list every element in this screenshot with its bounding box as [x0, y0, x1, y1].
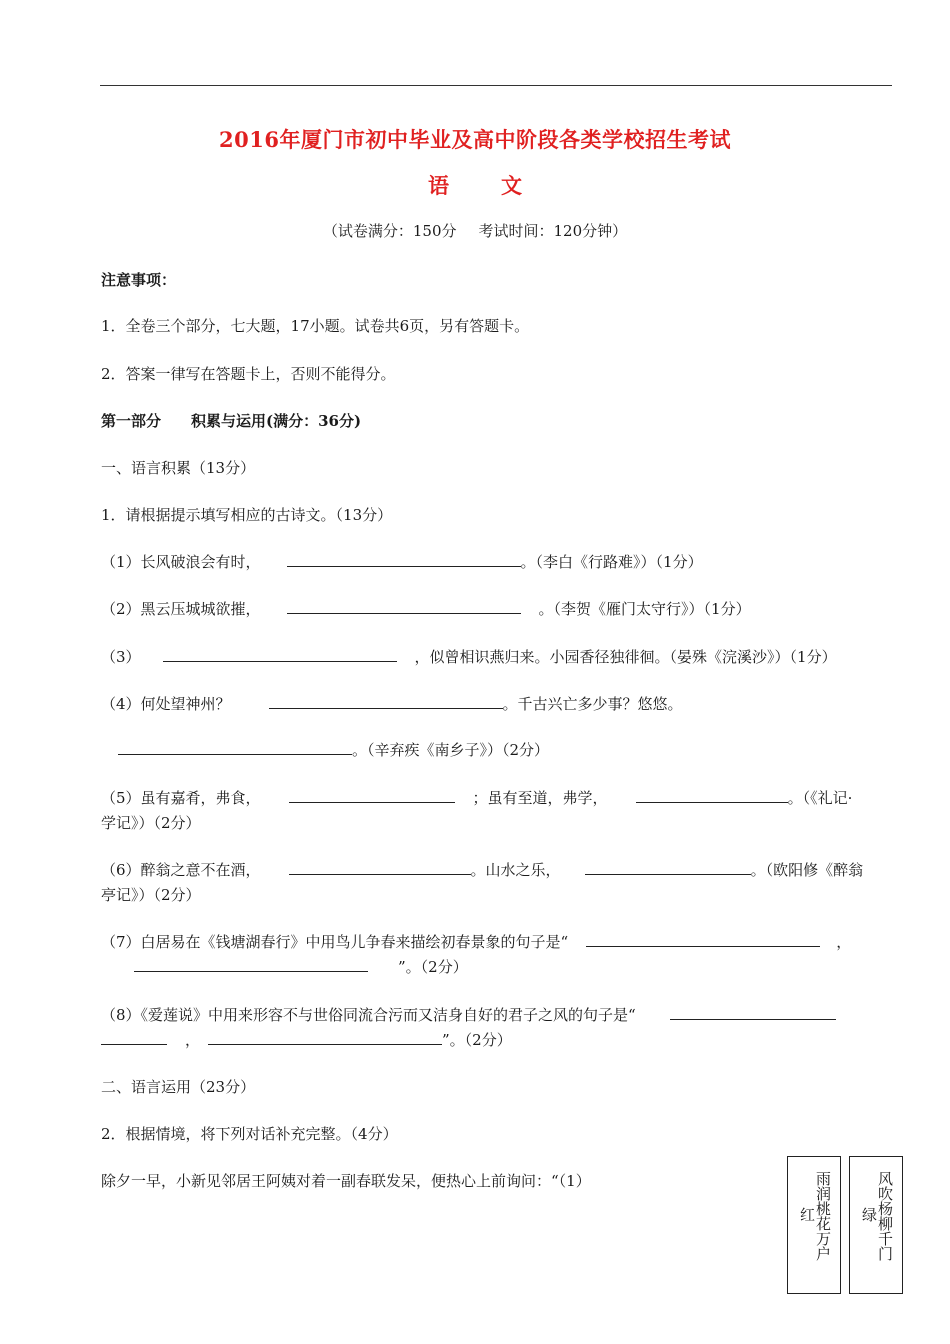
answer-blank[interactable] — [289, 858, 471, 875]
exam-title: 2016年厦门市初中毕业及高中阶段各类学校招生考试 — [219, 127, 731, 152]
q1-item-4: （4）何处望神州？ 。千古兴亡多少事？悠悠。 — [101, 692, 683, 716]
q1-item-6-cont: 亭记》）（2分） — [101, 886, 201, 904]
note-item-1: 1．全卷三个部分，七大题，17小题。试卷共6页，另有答题卡。 — [101, 317, 530, 335]
section2-heading: 二、语言运用（23分） — [101, 1078, 256, 1096]
answer-blank[interactable] — [134, 955, 368, 972]
couplet-left-main: 雨润桃花万户 — [814, 1171, 832, 1261]
subject-title — [0, 170, 950, 200]
answer-blank[interactable] — [269, 692, 503, 709]
answer-blank[interactable] — [585, 858, 751, 875]
subject-char-1: 语 — [428, 173, 449, 198]
couplet-right-box — [849, 1156, 903, 1294]
q1-item-2: （2）黑云压城城欲摧， 。（李贺《雁门太守行》）（1分） — [101, 597, 751, 621]
q1-item-3: （3） ，似曾相识燕归来。小园香径独徘徊。（晏殊《浣溪沙》）（1分） — [101, 645, 837, 669]
note-item-2: 2．答案一律写在答题卡上，否则不能得分。 — [101, 365, 396, 383]
notes-heading: 注意事项： — [101, 271, 177, 289]
answer-blank[interactable] — [670, 1003, 836, 1020]
answer-blank[interactable] — [101, 1028, 167, 1045]
full-score: （试卷满分：150分 — [322, 222, 457, 240]
q1-item-7-cont: ”。（2分） — [134, 955, 468, 979]
answer-blank[interactable] — [289, 786, 455, 803]
q1-item-7: （7）白居易在《钱塘湖春行》中用鸟儿争春来描绘初春景象的句子是“ ， — [101, 930, 851, 954]
exam-time: 考试时间：120分钟） — [478, 222, 628, 240]
q1-item-8-cont: ， ”。（2分） — [101, 1028, 512, 1052]
exam-meta — [0, 220, 950, 241]
q1-item-5-cont: 学记》）（2分） — [101, 814, 201, 832]
part1-heading: 第一部分 积累与运用(满分：36分) — [101, 412, 362, 430]
question-2: 2．根据情境，将下列对话补充完整。（4分） — [101, 1125, 398, 1143]
question-1: 1．请根据提示填写相应的古诗文。（13分） — [101, 506, 393, 524]
answer-blank[interactable] — [586, 930, 820, 947]
answer-blank[interactable] — [208, 1028, 442, 1045]
q1-item-5: （5）虽有嘉肴，弗食， ；虽有至道，弗学， 。（《礼记· — [101, 786, 852, 810]
answer-blank[interactable] — [636, 786, 788, 803]
answer-blank[interactable] — [163, 645, 397, 662]
couplet-right-main: 风吹杨柳千门 — [876, 1171, 894, 1261]
answer-blank[interactable] — [287, 597, 521, 614]
subject-char-2: 文 — [501, 173, 522, 198]
answer-blank[interactable] — [118, 738, 352, 755]
answer-blank[interactable] — [287, 550, 521, 567]
couplet-left-box — [787, 1156, 841, 1294]
question-2-text: 除夕一早，小新见邻居王阿姨对着一副春联发呆，便热心上前询问：“（1） — [101, 1172, 591, 1190]
q1-item-8: （8）《爱莲说》中用来形容不与世俗同流合污而又洁身自好的君子之风的句子是“ — [101, 1003, 836, 1027]
couplet-right-last: 绿 — [860, 1207, 878, 1222]
couplet-left-last: 红 — [798, 1207, 816, 1222]
header-rule — [100, 85, 892, 86]
q1-item-4-cont: 。（辛弃疾《南乡子》）（2分） — [118, 738, 549, 762]
q1-item-1: （1）长风破浪会有时， 。（李白《行路难》）（1分） — [101, 550, 703, 574]
q1-item-6: （6）醉翁之意不在酒， 。山水之乐， 。（欧阳修《醉翁 — [101, 858, 863, 882]
section1-heading: 一、语言积累（13分） — [101, 459, 256, 477]
